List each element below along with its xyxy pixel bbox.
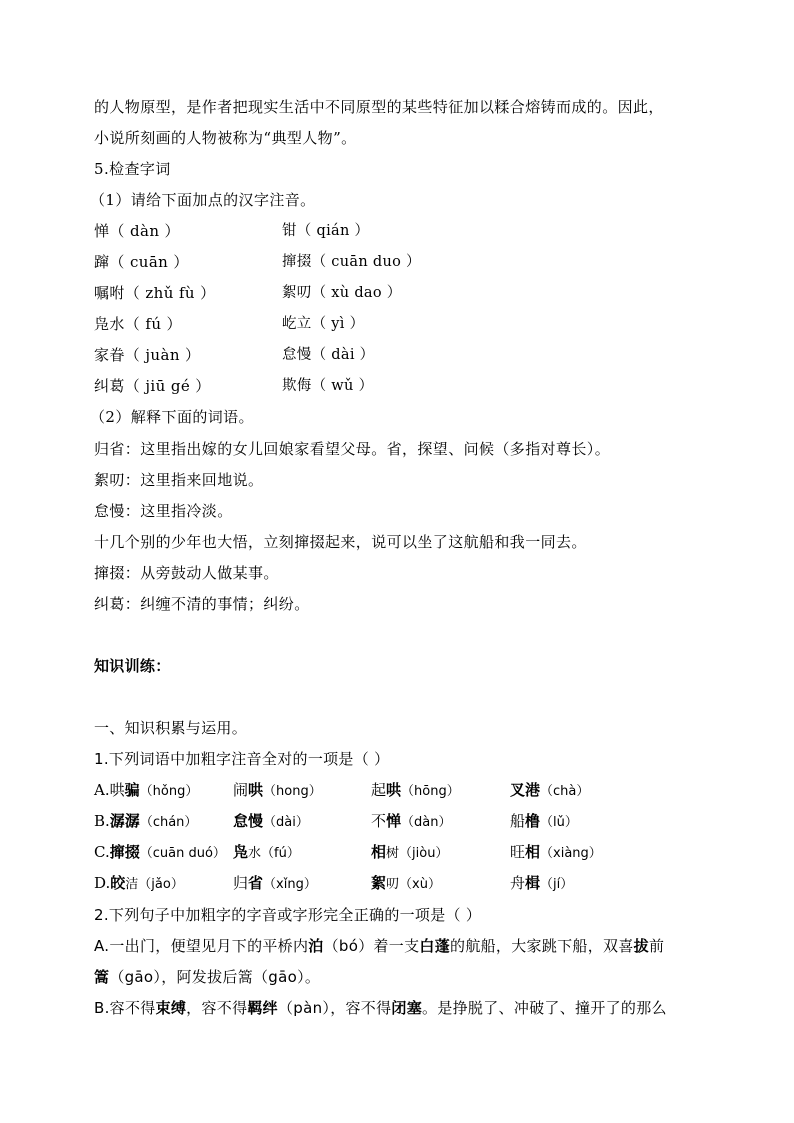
explanation-line: 絮叨：这里指来回地说。: [94, 471, 264, 489]
bold-char: 哄: [386, 781, 402, 799]
text-line: 小说所刻画的人物被称为“典型人物”。: [94, 129, 357, 147]
pinyin: （dàn）: [401, 815, 452, 830]
text-span: A.一出门，便望见月下的平桥内: [94, 937, 309, 955]
bold-char: 省: [248, 874, 264, 892]
text-line: 的人物原型，是作者把现实生活中不同原型的某些特征加以糅合熔铸而成的。因此，: [94, 98, 664, 116]
option-item: [233, 873, 317, 895]
option-label: D.: [94, 874, 111, 892]
text-span: （bó）着一支: [323, 937, 420, 955]
bold-char: 凫: [233, 843, 249, 861]
vocab-item: 絮叨（ xù dao ）: [282, 285, 402, 301]
text-span: 起: [371, 781, 387, 799]
text-span: ，容不得: [186, 999, 248, 1017]
bold-char: 相: [371, 843, 387, 861]
bold-char: 撺掇: [109, 843, 140, 861]
bold-char: 相: [525, 843, 541, 861]
bold-char: 篙: [94, 968, 110, 986]
option-label: B.: [94, 812, 110, 830]
explanation-line: 十几个别的少年也大悟，立刻撺掇起来，说可以坐了这航船和我一同去。: [94, 533, 587, 551]
bold-char: 叉港: [510, 781, 541, 799]
pinyin: （cuān duó）: [139, 846, 226, 861]
part-heading: 一、知识积累与运用。: [94, 719, 248, 737]
bold-char: 哄: [248, 781, 264, 799]
option-item: [371, 873, 441, 895]
pinyin: （hong）: [263, 784, 322, 799]
bold-char: 橹: [525, 812, 541, 830]
text-span: 闹: [233, 781, 249, 799]
text-span: （pàn），容不得: [277, 999, 392, 1017]
pinyin: （chà）: [540, 784, 590, 799]
vocab-item: 凫水（ fú ）: [94, 315, 182, 333]
pinyin: （jí）: [540, 877, 574, 892]
option-label: A.: [94, 781, 110, 799]
pinyin: （hōng）: [401, 784, 460, 799]
option-item: [94, 873, 184, 895]
text-span: 的航船，大家跳下船，双喜: [450, 937, 634, 955]
text-span: 哄: [109, 781, 125, 799]
pinyin: 叨（xù）: [386, 877, 441, 892]
explanation-line: 怠慢：这里指冷淡。: [94, 502, 233, 520]
bold-char: 楫: [525, 874, 541, 892]
vocab-item: 嘱咐（ zhǔ fù ）: [94, 284, 216, 302]
pinyin: （xiàng）: [540, 846, 602, 861]
pinyin: （lǔ）: [540, 815, 578, 830]
question-stem: 2.下列句子中加粗字的字音或字形完全正确的一项是（ ）: [94, 906, 482, 924]
text-span: B.容不得: [94, 999, 156, 1017]
text-span: 舟: [510, 874, 526, 892]
option-item: [94, 780, 198, 802]
question-stem: 1.下列词语中加粗字注音全对的一项是（ ）: [94, 750, 390, 768]
vocab-item: 蹿（ cuān ）: [94, 253, 189, 271]
subsection-title: （1）请给下面加点的汉字注音。: [90, 191, 316, 209]
bold-char: 骗: [124, 781, 140, 799]
option-item: [371, 811, 452, 833]
bold-char: 怠慢: [233, 812, 264, 830]
bold-char: 惮: [386, 812, 402, 830]
text-span: 旺: [510, 843, 526, 861]
pinyin: （xǐng）: [263, 877, 317, 892]
pinyin: （hǒng）: [139, 784, 199, 799]
bold-char: 泊: [308, 937, 324, 955]
vocab-item: 钳（ qián ）: [282, 223, 370, 239]
option-item: [371, 842, 448, 864]
option-item: [233, 842, 300, 864]
vocab-item: 家眷（ juàn ）: [94, 346, 201, 364]
option-item: [510, 780, 589, 802]
section-title: 5.检查字词: [94, 160, 171, 178]
explanation-line: 归省：这里指出嫁的女儿回娘家看望父母。省，探望、问候（多指对尊长）。: [94, 440, 611, 458]
text-span: （gāo），阿发拔后篙（gāo）。: [109, 968, 321, 986]
option-a-line: [94, 936, 664, 956]
vocab-item: 怠慢（ dài ）: [282, 347, 375, 363]
option-label: C.: [94, 843, 110, 861]
bold-char: 拔: [633, 937, 649, 955]
bold-char: 闭塞: [391, 999, 423, 1017]
text-span: 归: [233, 874, 249, 892]
bold-char: 束缚: [155, 999, 187, 1017]
pinyin: 水（fú）: [248, 846, 300, 861]
pinyin: 洁（jǎo）: [125, 877, 184, 892]
vocab-item: 惮（ dàn ）: [94, 222, 180, 240]
explanation-line: 纠葛：纠缠不清的事情；纠纷。: [94, 595, 310, 613]
bold-char: 絮: [371, 874, 387, 892]
explanation-line: 撺掇：从旁鼓动人做某事。: [94, 564, 279, 582]
text-span: 不: [371, 812, 387, 830]
option-b-line: [94, 998, 667, 1018]
vocab-item: 欺侮（ wǔ ）: [282, 378, 374, 394]
option-item: [510, 811, 578, 833]
option-item: [233, 780, 322, 802]
vocab-item: 纠葛（ jiū gé ）: [94, 377, 211, 395]
pinyin: （chán）: [139, 815, 198, 830]
text-span: 前: [648, 937, 665, 955]
vocab-item: 撺掇（ cuān duo ）: [282, 254, 421, 270]
bold-char: 白蓬: [419, 937, 451, 955]
pinyin: （dài）: [263, 815, 309, 830]
pinyin: 树（jiòu）: [386, 846, 449, 861]
option-a-line: [94, 967, 320, 987]
option-item: [94, 811, 197, 833]
section-heading: 知识训练：: [94, 657, 171, 675]
text-span: 船: [510, 812, 526, 830]
option-item: [510, 873, 573, 895]
option-item: [510, 842, 602, 864]
bold-char: 潺潺: [109, 812, 140, 830]
bold-char: 皎: [110, 874, 126, 892]
option-item: [94, 842, 226, 864]
bold-char: 羁绊: [247, 999, 278, 1017]
option-item: [371, 780, 460, 802]
subsection-title: （2）解释下面的词语。: [90, 408, 254, 426]
option-item: [233, 811, 309, 833]
vocab-item: 屹立（ yì ）: [282, 316, 365, 332]
text-span: 。是挣脱了、冲破了、撞开了的那么: [422, 999, 667, 1017]
